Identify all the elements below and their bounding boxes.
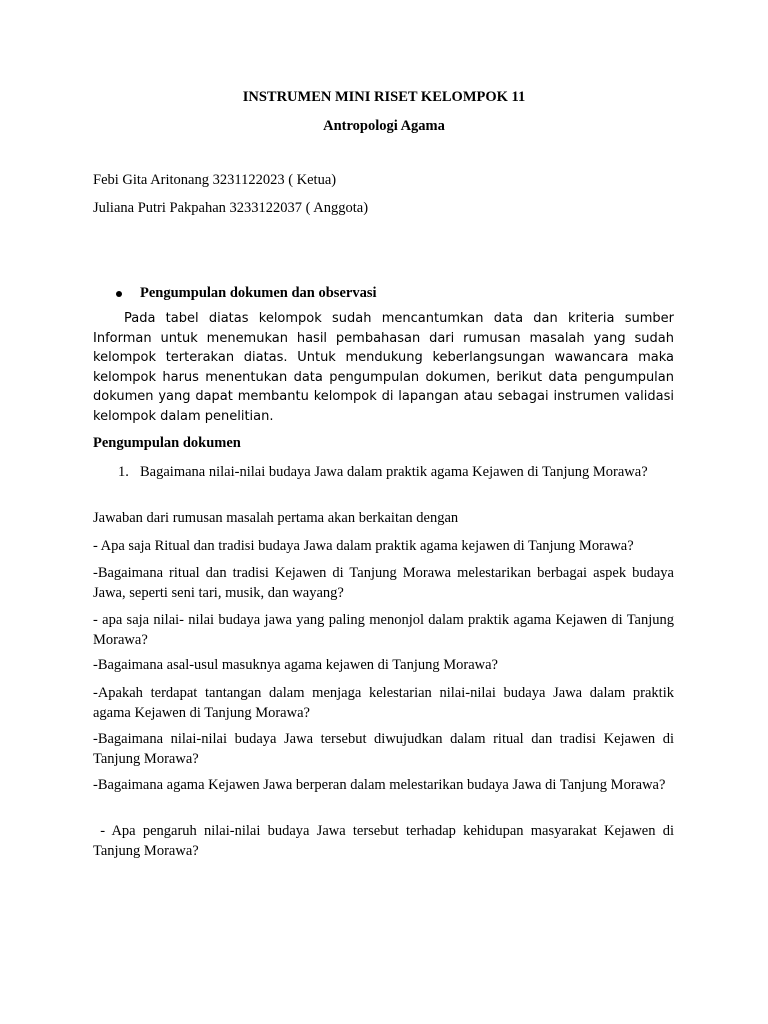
subheading-pengumpulan-dokumen: Pengumpulan dokumen (93, 435, 241, 451)
member-anggota: Juliana Putri Pakpahan 3233122037 ( Anggota) (93, 200, 369, 216)
question-item: -Apakah terdapat tantangan dalam menjaga kelestarian nilai-nilai budaya Jawa dalam praktik agama Kejawen di Tanjung Morawa? (93, 685, 674, 721)
question-item: - Apa pengaruh nilai-nilai budaya Jawa tersebut terhadap kehidupan masyarakat Kejawen di Tanjung Morawa? (93, 823, 678, 859)
member-ketua: Febi Gita Aritonang 3231122023 ( Ketua) (93, 172, 337, 188)
intro-paragraph: Pada tabel diatas kelompok sudah mencantumkan data dan kriteria sumber Informan untuk menemukan hasil pembahasan dari rumusan masalah yang sudah kelompok terterakan diatas. Untuk mendukung keberlangsungan wawancara maka kelompok harus menentukan data pengumpulan dokumen, berikut data pengumpulan dokumen yang dapat membantu kelompok di lapangan atau sebagai instrumen validasi kelompok dalam penelitian. (93, 311, 674, 424)
question-item: -Bagaimana agama Kejawen Jawa berperan dalam melestarikan budaya Jawa di Tanjung Morawa? (93, 777, 666, 793)
section-heading: Pengumpulan dokumen dan observasi (140, 285, 377, 301)
list-item-question: Bagaimana nilai-nilai budaya Jawa dalam praktik agama Kejawen di Tanjung Morawa? (140, 464, 648, 480)
bullet-icon (116, 291, 122, 297)
question-item: -Bagaimana nilai-nilai budaya Jawa tersebut diwujudkan dalam ritual dan tradisi Kejawen di Tanjung Morawa? (93, 731, 674, 767)
question-item: - Apa saja Ritual dan tradisi budaya Jawa dalam praktik agama kejawen di Tanjung Morawa? (93, 538, 634, 554)
question-item: -Bagaimana asal-usul masuknya agama kejawen di Tanjung Morawa? (93, 657, 498, 673)
question-item: - apa saja nilai- nilai budaya jawa yang paling menonjol dalam praktik agama Kejawen di Tanjung Morawa? (93, 612, 674, 648)
list-item-number: 1. (118, 464, 129, 480)
question-item: -Bagaimana ritual dan tradisi Kejawen di Tanjung Morawa melestarikan berbagai aspek budaya Jawa, seperti seni tari, musik, dan wayang? (93, 565, 674, 601)
answer-intro: Jawaban dari rumusan masalah pertama akan berkaitan dengan (93, 510, 459, 526)
document-subtitle: Antropologi Agama (323, 118, 445, 134)
document-title: INSTRUMEN MINI RISET KELOMPOK 11 (242, 89, 526, 105)
